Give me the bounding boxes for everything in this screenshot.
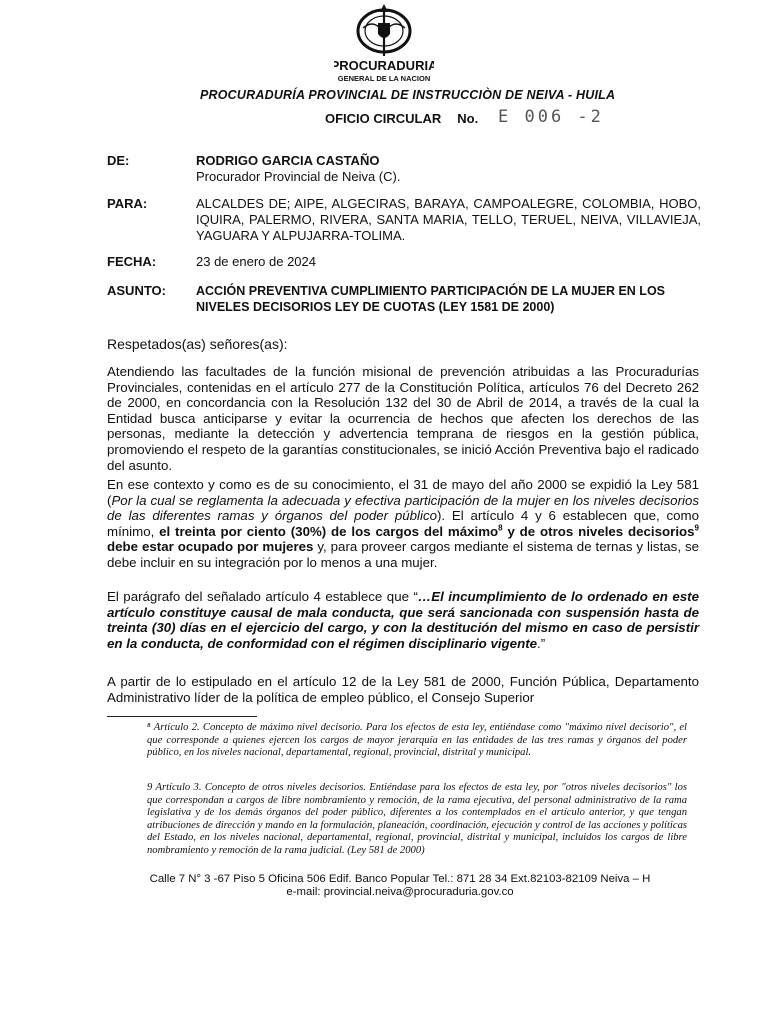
p3-text-b: .” (537, 635, 546, 651)
from-name: RODRIGO GARCIA CASTAÑO (196, 153, 380, 168)
p2-quota-text: el treinta por ciento (30%) de los cargos del máximo (159, 523, 499, 539)
footnote-divider (107, 716, 257, 717)
paragraph-4: A partir de lo estipulado en el artículo 12 de la Ley 581 de 2000, Función Pública, Departamento Administrativo líder de la política de empleo público, el Consejo Superior (107, 674, 699, 705)
subject-label: ASUNTO: (107, 283, 166, 298)
circular-heading (325, 111, 478, 126)
p2-women-text: debe estar ocupado por mujeres (107, 539, 314, 555)
footer-email: e-mail: provincial.neiva@procuraduria.gov.co (286, 886, 514, 898)
page-footer (120, 873, 680, 899)
footnote-9: 9 Artículo 3. Concepto de otros niveles decisorios. Entiéndase para los efectos de esta ley, por "otros niveles decisorios" los que correspondan a cargos de libre nombramiento y remoción, de la rama ejecutiva, del personal administrativo de la rama legislativa y de los demás órganos del poder público, diferentes a los contemplados en el artículo anterior, y que tengan atribuciones de dirección y mando en la formulación, planeación, coordinación, ejecución y control de las acciones y políticas del Estado, en los niveles nacional, departamental, regional, provincial, distrital y municipal, incluidos los cargos de libre nombramiento y remoción de la rama judicial. (Ley 581 de 2000) (147, 782, 687, 856)
circular-no-label: No. (457, 111, 479, 126)
from-label: DE: (107, 153, 130, 168)
svg-text:GENERAL DE LA NACION: GENERAL DE LA NACION (337, 74, 431, 83)
circular-number-stamp: E 006 -2 (498, 107, 604, 127)
p2-law-title: Por la cual se reglamenta la adecuada y efectiva participación de la mujer en los niveles decisorios de las diferentes ramas y órganos del poder público (107, 492, 699, 524)
footer-address: Calle 7 N° 3 -67 Piso 5 Oficina 506 Edif. Banco Popular Tel.: 871 28 34 Ext.82103-82109 Neiva – H (149, 873, 651, 885)
footnote-8: ⁸ Artículo 2. Concepto de máximo nivel decisorio. Para los efectos de esta ley, entiéndase como "máximo nivel decisorio", el que corresponde a quienes ejercen los cargos de mayor jerarquía en las entidades de las tres ramas y órganos del poder público, en los niveles nacional, departamental, regional, provincial, distrital y municipal. (147, 722, 687, 759)
paragraph-1: Atendiendo las facultades de la función misional de prevención atribuidas a las Procuradurías Provinciales, contenidas en el artículo 277 de la Constitución Política, artículos 76 del Decreto 262 de 2000, en concordancia con la Resolución 132 del 30 de Abril de 2014, a través de la cual la Entidad busca anticiparse y evitar la ocurrencia de hechos que afecten los derechos de las personas, mediante la detección y advertencia temprana de riesgos en la gestión pública, promoviendo el respeto de la garantías constitucionales, se inició Acción Preventiva bajo el radicado del asunto. (107, 364, 699, 473)
p2-text-c: y, para proveer cargos mediante el sistema de ternas y listas, se debe incluir en su integración por lo menos a una mujer. (107, 539, 699, 570)
to-label: PARA: (107, 196, 148, 211)
date-value: 23 de enero de 2024 (196, 254, 316, 269)
agency-title: PROCURADURÍA PROVINCIAL DE INSTRUCCIÒN DE NEIVA - HUILA (200, 88, 616, 102)
paragraph-3 (107, 589, 699, 651)
footnote-ref-8: 8 (498, 523, 503, 533)
subject-value: ACCIÓN PREVENTIVA CUMPLIMIENTO PARTICIPACIÓN DE LA MUJER EN LOS NIVELES DECISORIOS LEY DE CUOTAS (LEY 1581 DE 2000) (196, 284, 666, 314)
svg-text:PROCURADURIA: PROCURADURIA (334, 58, 434, 73)
p3-text-a: El parágrafo del señalado artículo 4 establece que “ (107, 589, 418, 604)
p2-other-levels: y de otros niveles decisorios (502, 523, 695, 539)
p2-text-b: ). El artículo 4 y 6 establecen que, como mínimo, (107, 508, 699, 539)
from-title: Procurador Provincial de Neiva (C). (196, 169, 401, 184)
procuraduria-seal-icon (334, 4, 434, 84)
footnote-ref-9: 9 (694, 523, 699, 533)
paragraph-2 (107, 477, 699, 571)
salutation: Respetados(as) señores(as): (107, 336, 288, 352)
p2-text-a: En ese contexto y como es de su conocimiento, el 31 de mayo del año 2000 se expidió la Ley 581 ( (107, 477, 699, 508)
p3-quote: …El incumplimiento de lo ordenado en este artículo constituye causal de mala conducta, que será sancionada con suspensión hasta de treinta (30) días en el ejercicio del cargo, y con la destitución del mismo en caso de persistir en la conducta, de conformidad con el régimen disciplinario vigente (107, 589, 699, 651)
to-addressees: ALCALDES DE; AIPE, ALGECIRAS, BARAYA, CAMPOALEGRE, COLOMBIA, HOBO, IQUIRA, PALERMO, RIVERA, SANTA MARIA, TELLO, TERUEL, NEIVA, VILLAVIEJA, YAGUARA Y ALPUJARRA-TOLIMA. (196, 196, 701, 243)
circular-label: OFICIO CIRCULAR (325, 111, 442, 126)
date-label: FECHA: (107, 254, 157, 269)
